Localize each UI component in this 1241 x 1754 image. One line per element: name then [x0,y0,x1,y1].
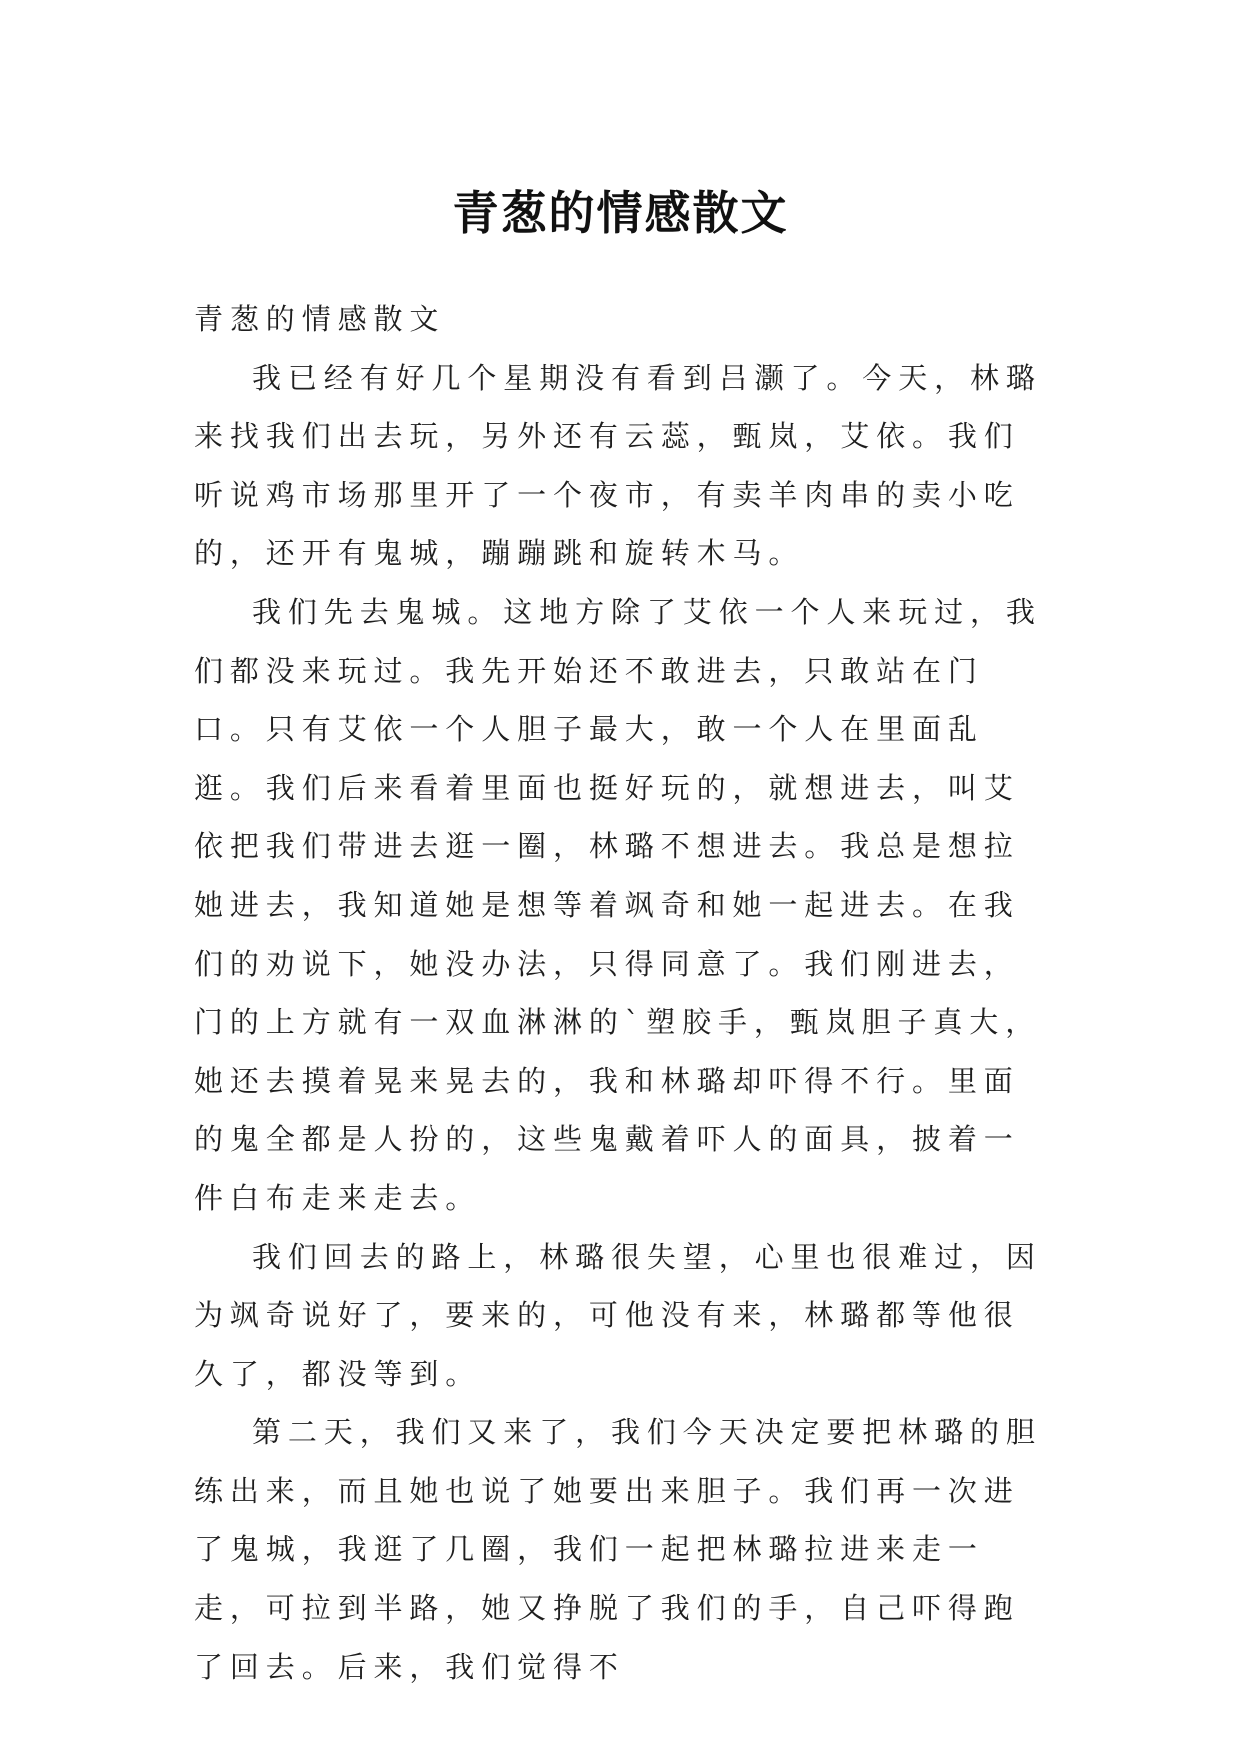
document-title: 青葱的情感散文 [452,185,789,240]
document-subtitle: 青葱的情感散文 [194,302,446,336]
paragraph: 我已经有好几个星期没有看到吕灏了。今天，林璐来找我们出去玩，另外还有云蕊，甄岚，艾依。我们听说鸡市场那里开了一个夜市，有卖羊肉串的卖小吃的，还开有鬼城，蹦蹦跳和旋转木马。 [194,360,1042,571]
paragraph: 第二天，我们又来了，我们今天决定要把林璐的胆练出来，而且她也说了她要出来胆子。我们再一次进了鬼城，我逛了几圈，我们一起把林璐拉进来走一走，可拉到半路，她又挣脱了我们的手，自己吓得跑了回去。后来，我们觉得不 [194,1415,1042,1684]
paragraph: 我们先去鬼城。这地方除了艾依一个人来玩过，我们都没来玩过。我先开始还不敢进去，只敢站在门口。只有艾依一个人胆子最大，敢一个人在里面乱逛。我们后来看着里面也挺好玩的，就想进去，叫艾依把我们带进去逛一圈，林璐不想进去。我总是想拉她进去，我知道她是想等着飒奇和她一起进去。在我们的劝说下，她没办法，只得同意了。我们刚进去，门的上方就有一双血淋淋的`塑胶手，甄岚胆子真大，她还去摸着晃来晃去的，我和林璐却吓得不行。里面的鬼全都是人扮的，这些鬼戴着吓人的面具，披着一件白布走来走去。 [194,594,1042,1215]
paragraph: 我们回去的路上，林璐很失望，心里也很难过，因为飒奇说好了，要来的，可他没有来，林璐都等他很久了，都没等到。 [194,1239,1042,1391]
document-body [194,290,1052,1696]
